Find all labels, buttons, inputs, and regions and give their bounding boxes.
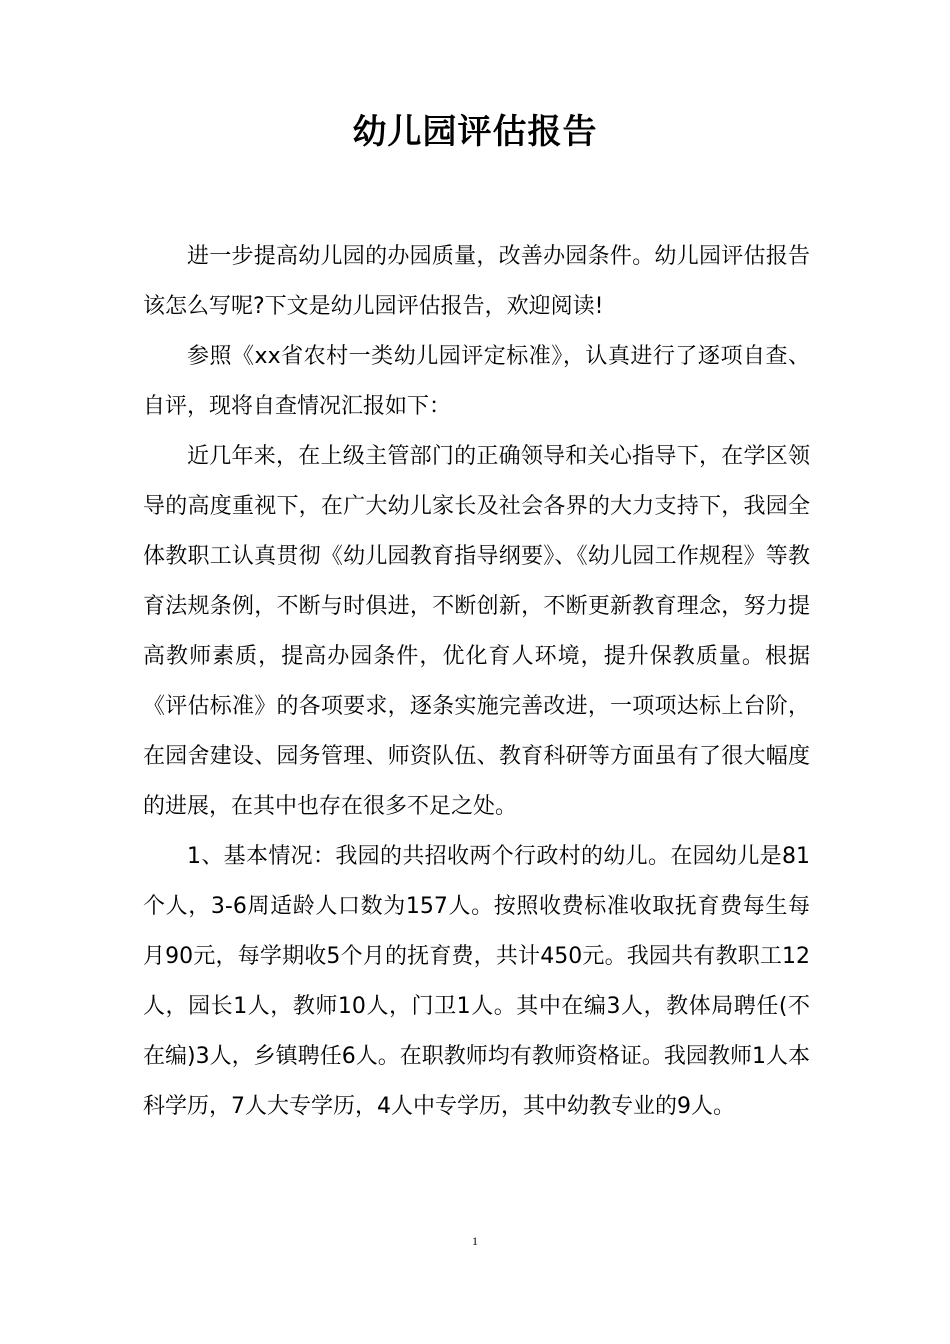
- paragraph-reference: 参照《xx省农村一类幼儿园评定标准》，认真进行了逐项自查、自评，现将自查情况汇报如下：: [143, 344, 810, 419]
- document-title: 幼儿园评估报告: [352, 112, 598, 152]
- paragraph-basic-info: 1、基本情况：我园的共招收两个行政村的幼儿。在园幼儿是81个人，3-6周适龄人口数为157人。按照收费标准收取抚育费每生每月90元，每学期收5个月的抚育费，共计450元。我园共有教职工12人，园长1人，教师10人，门卫1人。其中在编3人，教体局聘任(不在编)3人，乡镇聘任6人。在职教师均有教师资格证。我园教师1人本科学历，7人大专学历，4人中专学历，其中幼教专业的9人。: [143, 844, 810, 1119]
- page-number: 1: [472, 1234, 478, 1248]
- document-body: [143, 232, 810, 1132]
- paragraph-overview: 近几年来，在上级主管部门的正确领导和关心指导下，在学区领导的高度重视下，在广大幼儿家长及社会各界的大力支持下，我园全体教职工认真贯彻《幼儿园教育指导纲要》、《幼儿园工作规程》等教育法规条例，不断与时俱进，不断创新，不断更新教育理念，努力提高教师素质，提高办园条件，优化育人环境，提升保教质量。根据《评估标准》的各项要求，逐条实施完善改进，一项项达标上台阶，在园舍建设、园务管理、师资队伍、教育科研等方面虽有了很大幅度的进展，在其中也存在很多不足之处。: [143, 444, 810, 819]
- paragraph-intro: 进一步提高幼儿园的办园质量，改善办园条件。幼儿园评估报告该怎么写呢?下文是幼儿园评估报告，欢迎阅读!: [143, 244, 810, 319]
